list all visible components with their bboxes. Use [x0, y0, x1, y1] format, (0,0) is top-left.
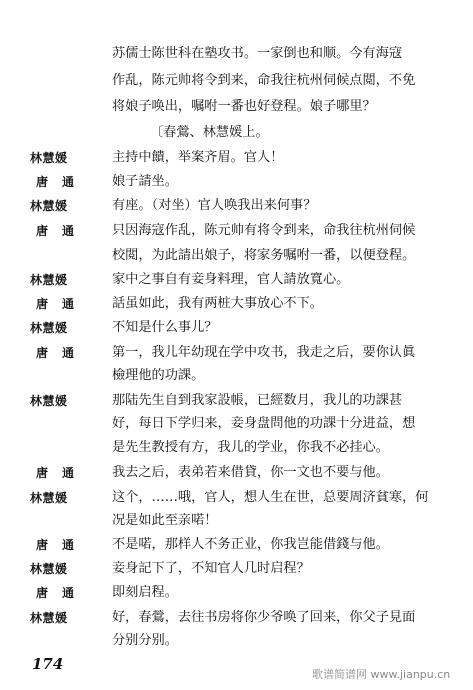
text-line: 檢理他的功課。: [112, 368, 205, 383]
speaker-label: 唐通: [36, 297, 89, 311]
text-line: 話虽如此，我有两桩大事放心不下。: [112, 296, 323, 311]
speaker-label: 林慧媛: [30, 321, 68, 335]
speaker-label: 林慧媛: [30, 562, 68, 576]
text-line: 不是喏，那样人不务正业，你我岂能借錢与他。: [112, 537, 389, 552]
text-line: 即刻启程。: [112, 585, 178, 600]
text-line: 不知是什么事儿？: [112, 320, 218, 335]
text-line: 将娘子唤出，嘱咐一番也好登程。娘子哪里？: [112, 99, 376, 114]
speaker-label: 林慧媛: [30, 273, 68, 287]
speaker-label: 林慧媛: [30, 611, 68, 625]
text-line: 那陆先生自到我家設帳，已經数月，我儿的功課甚: [112, 393, 403, 408]
text-line: 第一，我儿年幼现在学中攻书，我走之后，要你认眞: [112, 345, 416, 360]
text-line: 好，每日下学归来，妾身盘問他的功課十分进益，想: [112, 416, 416, 431]
page-number: 174: [32, 655, 64, 673]
speaker-label: 唐通: [36, 346, 89, 360]
text-line: 况是如此至亲喏！: [112, 513, 218, 528]
text-line: 有座。（对坐）官人唤我出来何事？: [112, 198, 317, 213]
stage-direction: 〔春鶯、林慧媛上。: [150, 125, 269, 140]
text-line: 分别分别。: [112, 633, 178, 648]
text-line: 好，春鶯，去往书房将你少爷唤了回来，你父子見面: [112, 610, 416, 625]
text-line: 家中之事自有妾身料理，官人請放寬心。: [112, 272, 350, 287]
text-line: 妾身記下了，不知官人几时启程？: [112, 561, 310, 576]
watermark: 歌谱简谱网 www.jianpu.cn: [312, 668, 451, 681]
text-line: 只因海寇作乱，陈元帅有将令到来，命我往杭州伺候: [112, 223, 416, 238]
speaker-label: 林慧媛: [30, 151, 68, 165]
speaker-label: 唐通: [36, 538, 89, 552]
speaker-label: 林慧媛: [30, 394, 68, 408]
speaker-label: 唐通: [36, 466, 89, 480]
text-line: 主持中饋，举案齐眉。官人！: [112, 150, 284, 165]
speaker-label: 唐通: [36, 224, 89, 238]
speaker-label: 唐通: [36, 586, 89, 600]
speaker-label: 唐通: [36, 175, 89, 189]
text-line: 作乱，陈元帅将令到来，命我往杭州伺候点閲，不免: [112, 73, 416, 88]
text-line: 是先生教授有方，我儿的学业，你我不必挂心。: [112, 440, 389, 455]
text-line: 苏儒士陈世科在塾攻书。一家倒也和顺。今有海寇: [112, 46, 403, 61]
speaker-label: 林慧媛: [30, 199, 68, 213]
text-line: 校閲，为此請出娘子，将家务嘱咐一番，以便登程。: [112, 248, 416, 263]
text-line: 我去之后，表弟若来借貸，你一文也不要与他。: [112, 465, 389, 480]
text-line: 娘子請坐。: [112, 174, 178, 189]
speaker-label: 林慧媛: [30, 491, 68, 505]
text-line: 这个，……哦，官人，想人生在世，总要周济貧寒，何: [112, 490, 429, 505]
